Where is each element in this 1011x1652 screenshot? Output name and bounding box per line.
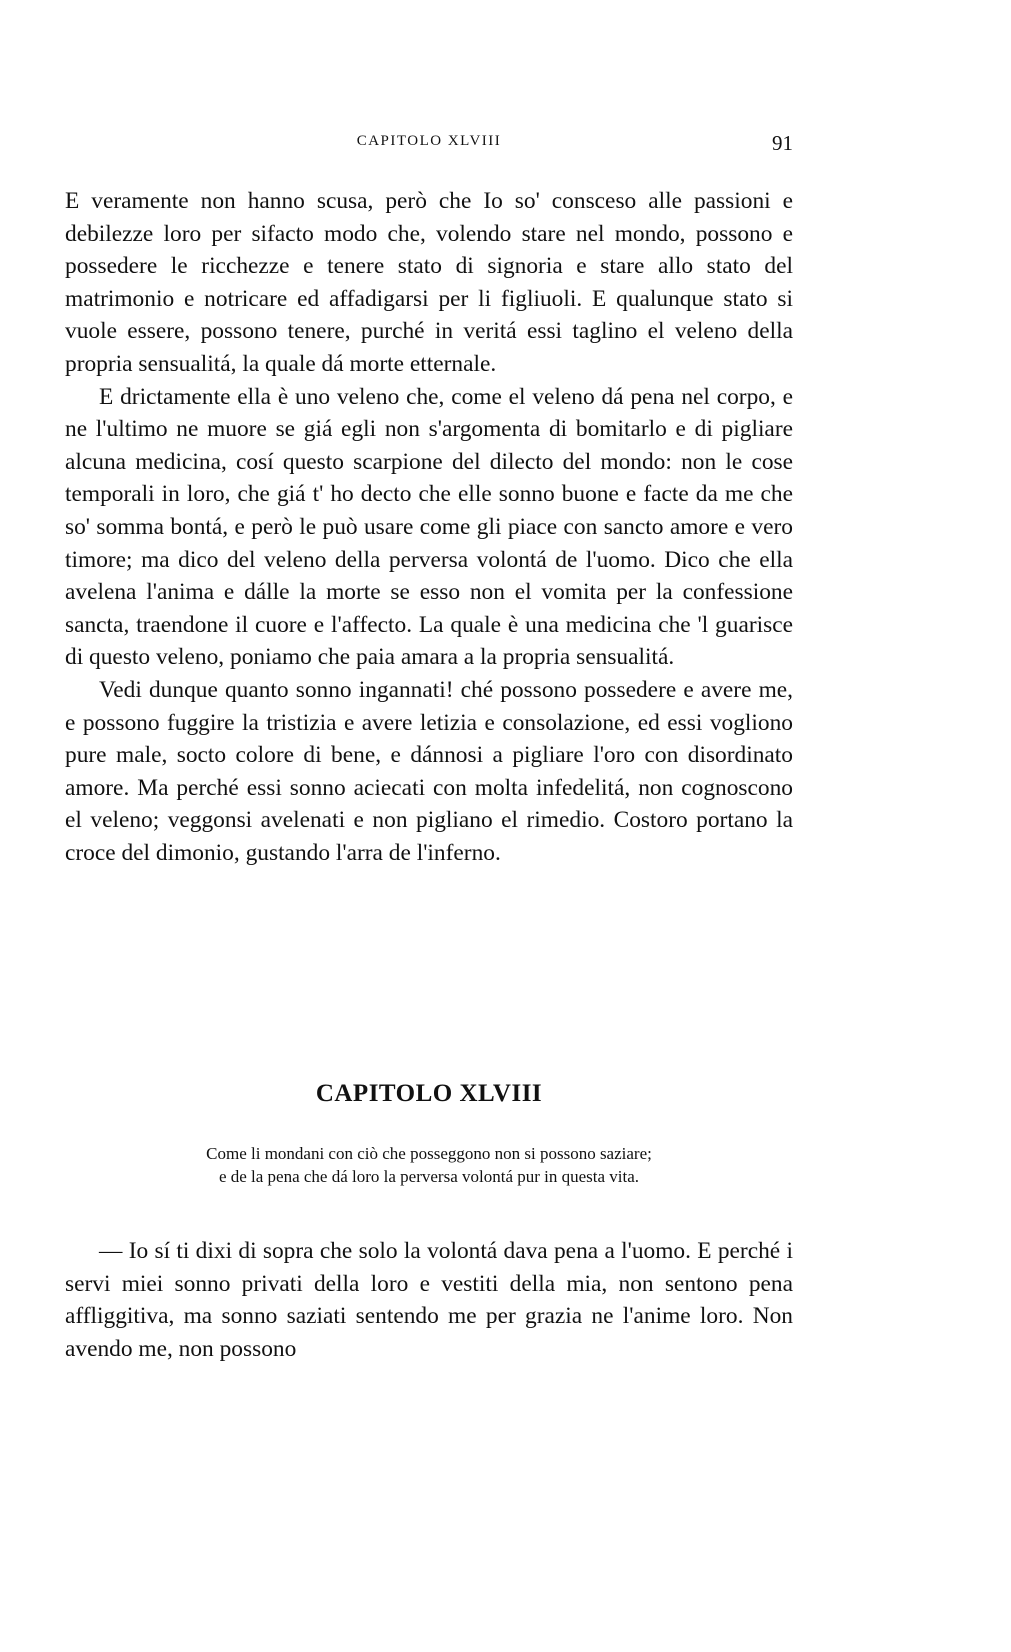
page-number: 91	[772, 131, 793, 155]
chapter-summary-line-1: Come li mondani con ciò che posseggono non si possono saziare;	[206, 1144, 652, 1163]
body-text	[65, 185, 793, 869]
paragraph-2: E drictamente ella è uno veleno che, come el veleno dá pena nel corpo, e ne l'ultimo ne muore se giá egli non s'argomenta di bomitarlo e di pigliare alcuna medicina, cosí questo scarpione del dilecto del mondo: non le cose temporali in loro, che giá t' ho decto che elle sonno buone e facte da me che so' somma bontá, e però le può usare come gli piace con sancto amore e vero timore; ma dico del veleno della perversa volontá de l'uomo. Dico che ella avelena l'anima e dálle la morte se esso non el vomita per la confessione sancta, traendone il cuore e l'affecto. La quale è una medicina che 'l guarisce di questo veleno, poniamo che paia amara a la propria sensualitá.	[65, 383, 793, 671]
chapter-summary-line-2: e de la pena che dá loro la perversa volontá pur in questa vita.	[218, 1167, 640, 1186]
paragraph-1: E veramente non hanno scusa, però che Io so' consceso alle passioni e debilezze loro per sifacto modo che, volendo stare nel mondo, possono e possedere le ricchezze e tenere stato di signoria e stare allo stato del matrimonio e notricare ed affadigarsi per li figliuoli. E qualunque stato si vuole essere, possono tenere, purché in veritá essi taglino el veleno della propria sensualitá, la quale dá morte etternale.	[65, 188, 793, 377]
chapter-opening-paragraph: — Io sí ti dixi di sopra che solo la volontá dava pena a l'uomo. E perché i servi miei sonno privati della loro e vestiti della mia, non sentono pena affliggitiva, ma sonno saziati sentendo me per grazia ne l'anime loro. Non avendo me, non possono	[65, 1238, 793, 1362]
running-title: CAPITOLO XLVIII	[356, 133, 502, 149]
chapter-section	[65, 1080, 793, 1188]
chapter-body	[65, 1235, 793, 1365]
paragraph-3: Vedi dunque quanto sonno ingannati! ché possono possedere e avere me, e possono fuggire la tristizia e avere letizia e consolazione, ed essi vogliono pure male, socto colore di bene, e dánnosi a pigliare l'oro con disordinato amore. Ma perché essi sonno aciecati con molta infedelitá, non cognoscono el veleno; veggonsi avelenati e non pigliano el rimedio. Costoro portano la croce del dimonio, gustando l'arra de l'inferno.	[65, 676, 793, 866]
chapter-summary	[65, 1142, 793, 1188]
chapter-heading: CAPITOLO XLVIII	[315, 1080, 543, 1107]
book-page	[65, 0, 793, 1652]
running-head	[65, 133, 793, 157]
